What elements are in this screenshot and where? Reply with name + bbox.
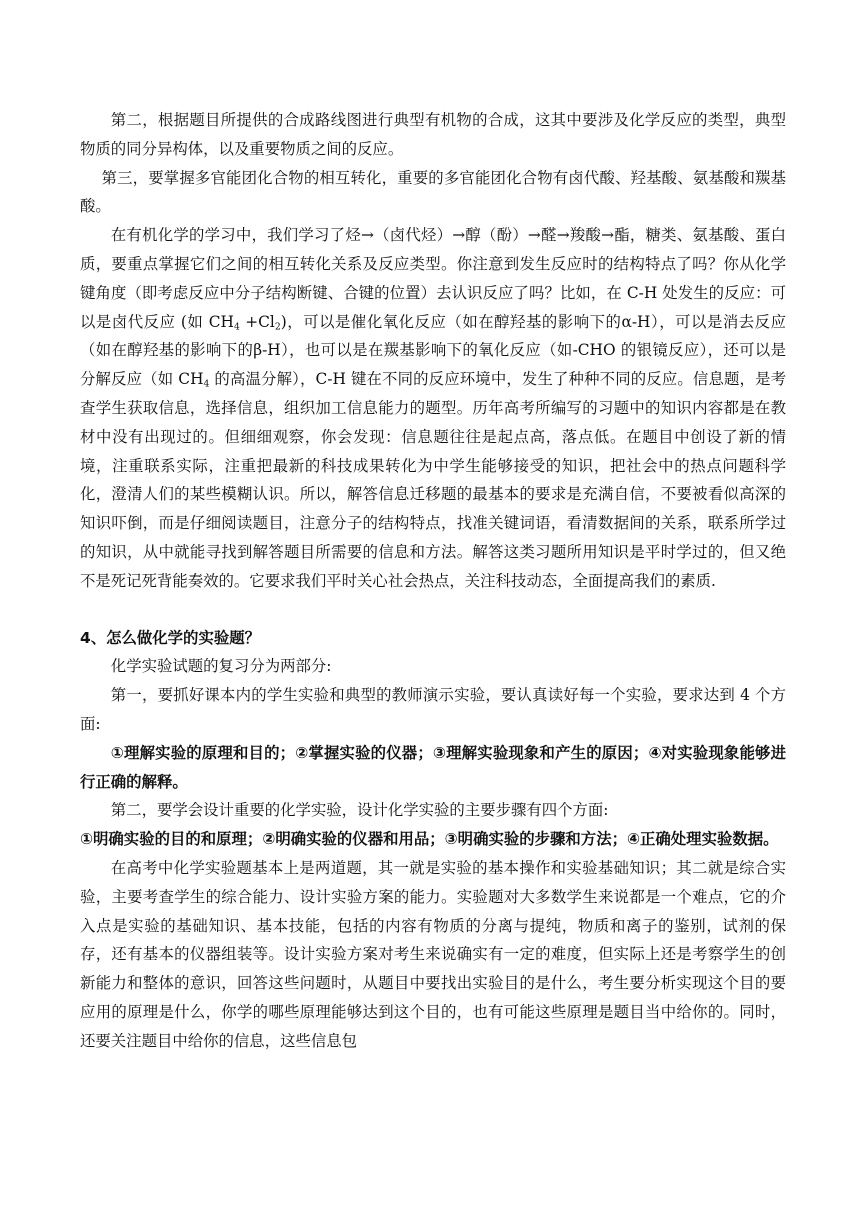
text-span: 的高温分解），C-H 键在不同的反应环境中，发生了种种不同的反应。信息题，是考查学生获取信息，选择信息，组织加工信息能力的题型。历年高考所编写的习题中的知识内容都是在教材中没有出现过的。但细细观察，你会发现：信息题往往是起点高，落点低。在题目中创设了新的情境，注重联系实际，注重把最新的科技成果转化为中学生能够接受的知识，把社会中的热点问题科学化，澄清人们的某些模糊认识。所以，解答信息迁移题的最基本的要求是充满自信，不要被看似高深的知识吓倒，而是仔细阅读题目，注意分子的结构特点，找准关键词语，看清数据间的关系，联系所学过的知识，从中就能寻找到解答题目所需要的信息和方法。解答这类习题所用知识是平时学过的，但又绝不是死记死背能奏效的。它要求我们平时关心社会热点，关注科技动态，全面提高我们的素质.: [80, 370, 787, 590]
paragraph-experiment-second: 第二，要学会设计重要的化学实验，设计化学实验的主要步骤有四个方面:: [110, 801, 609, 820]
subscript: 4: [203, 378, 210, 390]
paragraph-multifunctional-compounds: 第三，要掌握多官能团化合物的相互转化，重要的多官能团化合物有卤代酸、羟基酸、氨基酸和羰基酸。: [80, 168, 786, 216]
paragraph-synthesis-route: 第二，根据题目所提供的合成路线图进行典型有机物的合成，这其中要涉及化学反应的类型，典型物质的同分异构体，以及重要物质之间的反应。: [80, 111, 786, 158]
document-page: [80, 106, 786, 1056]
text-span: +Cl: [239, 312, 275, 331]
paragraph-experiment-first-points: ①理解实验的原理和目的；②掌握实验的仪器；③理解实验现象和产生的原因；④对实验现象能够进行正确的解释。: [80, 743, 786, 791]
paragraph-experiment-second-points: ①明确实验的目的和原理；②明确实验的仪器和用品；③明确实验的步骤和方法；④正确处理实验数据。: [80, 830, 779, 849]
paragraph-experiment-intro: 化学实验试题的复习分为两部分:: [110, 657, 332, 676]
paragraph-experiment-exam: 在高考中化学实验题基本上是两道题，其一就是实验的基本操作和实验基础知识；其二就是综合实验，主要考查学生的综合能力、设计实验方案的能力。实验题对大多数学生来说都是一个难点，它的介入点是实验的基础知识、基本技能，包括的内容有物质的分离与提纯，物质和离子的鉴别，试剂的保存，还有基本的仪器组装等。设计实验方案对考生来说确实有一定的难度，但实际上还是考察学生的创新能力和整体的意识，回答这些问题时，从题目中要找出实验目的是什么，考生要分析实现这个目的要应用的原理是什么，你学的哪些原理能够达到这个目的，也有可能这些原理是题目当中给你的。同时，还要关注题目中给你的信息，这些信息包: [80, 858, 786, 1050]
section-heading-experiments: 4、怎么做化学的实验题？: [80, 628, 261, 647]
text-span: )，可以是催化氧化反应（如在醇羟基的影响下的α-H），可以是消去反应（如在醇羟基的影响下的β-H），也可以是在羰基影响下的氧化反应（如-CHO 的银镜反应），还可以是分解反应（如 CH: [80, 312, 786, 389]
subscript: 4: [233, 320, 240, 332]
paragraph-organic-conversion: [80, 221, 786, 595]
subscript: 2: [274, 320, 281, 332]
paragraph-experiment-first: 第一，要抓好课本内的学生实验和典型的教师演示实验，要认真读好每一个实验，要求达到 4 个方面:: [80, 686, 786, 733]
text-span: 在有机化学的学习中，我们学习了烃→（卤代烃）→醇（酚）→醛→羧酸→酯，糖类、氨基酸、蛋白质，要重点掌握它们之间的相互转化关系及反应类型。你注意到发生反应时的结构特点了吗？你从化学键角度（即考虑反应中分子结构断键、合键的位置）去认识反应了吗？比如，在 C-H 处发生的反应：可以是卤代反应 (如 CH: [80, 226, 786, 331]
